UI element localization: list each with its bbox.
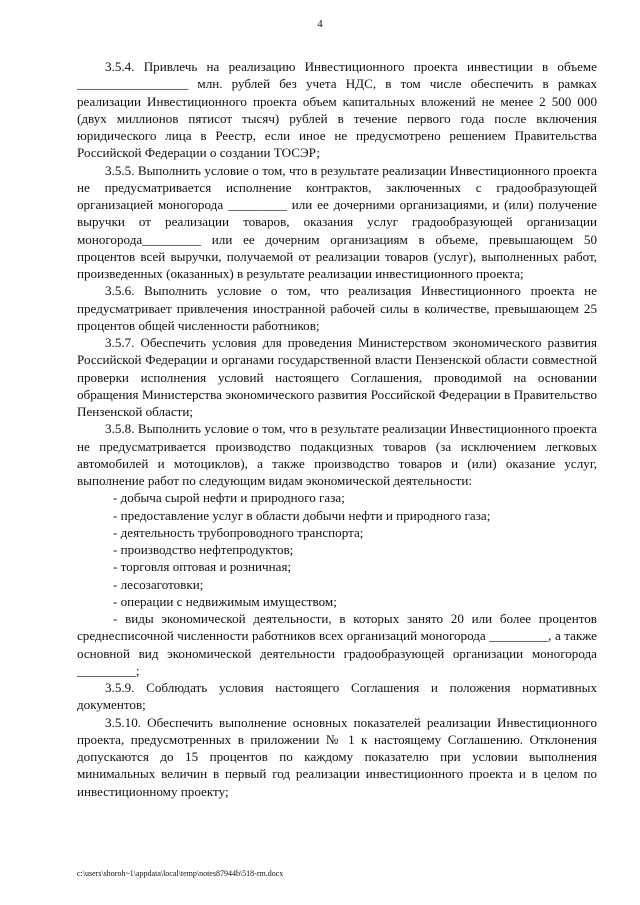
document-body [77, 58, 597, 800]
activity-list-item: - предоставление услуг в области добычи нефти и природного газа; [113, 507, 491, 523]
activity-list-item: - лесозаготовки; [113, 576, 204, 592]
clause-3-5-7: 3.5.7. Обеспечить условия для проведения Министерством экономического развития Российской Федерации и органами государственной власти Пензенской области совместной проверки исполнения условий настоящего Соглашения, проводимой на основании обращения Министерства экономического развития Российской Федерации в Правительство Пензенской области; [77, 335, 597, 419]
file-path-footer: c:\users\shoroh~1\appdata\local\temp\notes87944b\518-rm.docx [77, 869, 284, 878]
page-number: 4 [317, 19, 323, 30]
activity-list-item: - операции с недвижимым имуществом; [113, 593, 337, 609]
activity-list-item: - виды экономической деятельности, в которых занято 20 или более процентов среднесписочной численности работников всех организаций моногорода _________, а также основной вид экономической деятельности градообразующей организации моногорода _________; [77, 611, 597, 678]
clause-3-5-10: 3.5.10. Обеспечить выполнение основных показателей реализации Инвестиционного проекта, предусмотренных в приложении № 1 к настоящему Соглашению. Отклонения допускаются до 15 процентов по каждому показателю при условии выполнения минимальных величин в первый год реализации инвестиционного проекта и в целом по инвестиционному проекту; [77, 714, 597, 799]
clause-3-5-8: 3.5.8. Выполнить условие о том, что в результате реализации Инвестиционного проекта не предусматривается производство подакцизных товаров (за исключением легковых автомобилей и мотоциклов), а также производство товаров и (или) оказание услуг, выполнение работ по следующим видам экономической деятельности: [77, 421, 597, 488]
clause-3-5-9: 3.5.9. Соблюдать условия настоящего Соглашения и положения нормативных документов; [77, 680, 597, 713]
activity-list-item: - добыча сырой нефти и природного газа; [113, 490, 345, 506]
activity-list-item: - деятельность трубопроводного транспорта; [113, 524, 364, 540]
clause-3-5-4: 3.5.4. Привлечь на реализацию Инвестиционного проекта инвестиции в объеме _________________ млн. рублей без учета НДС, в том числе обеспечить в рамках реализации Инвестиционного проекта объем капитальных вложений не менее 2 500 000 (двух миллионов пятисот тысяч) рублей в течение первого года после включения юридического лица в Реестр, если иное не предусмотрено решением Правительства Российской Федерации о создании ТОСЭР; [77, 59, 597, 161]
clause-3-5-5: 3.5.5. Выполнить условие о том, что в результате реализации Инвестиционного проекта не предусматривается исполнение контрактов, заключенных с градообразующей организацией моногорода _________ или ее дочерними организациями, и (или) получение выручки от реализации товаров, оказания услуг градообразующей организации моногорода_________ или ее дочерним организациям в объеме, превышающем 50 процентов всей выручки, получаемой от реализации товаров (услуг), выполненных работ, произведенных (оказанных) в результате реализации инвестиционного проекта; [77, 162, 597, 281]
activity-list-item: - торговля оптовая и розничная; [113, 559, 292, 575]
clause-3-5-6: 3.5.6. Выполнить условие о том, что реализация Инвестиционного проекта не предусматривает привлечения иностранной рабочей силы в количестве, превышающем 25 процентов общей численности работников; [77, 283, 597, 333]
activity-list-item: - производство нефтепродуктов; [113, 542, 294, 557]
